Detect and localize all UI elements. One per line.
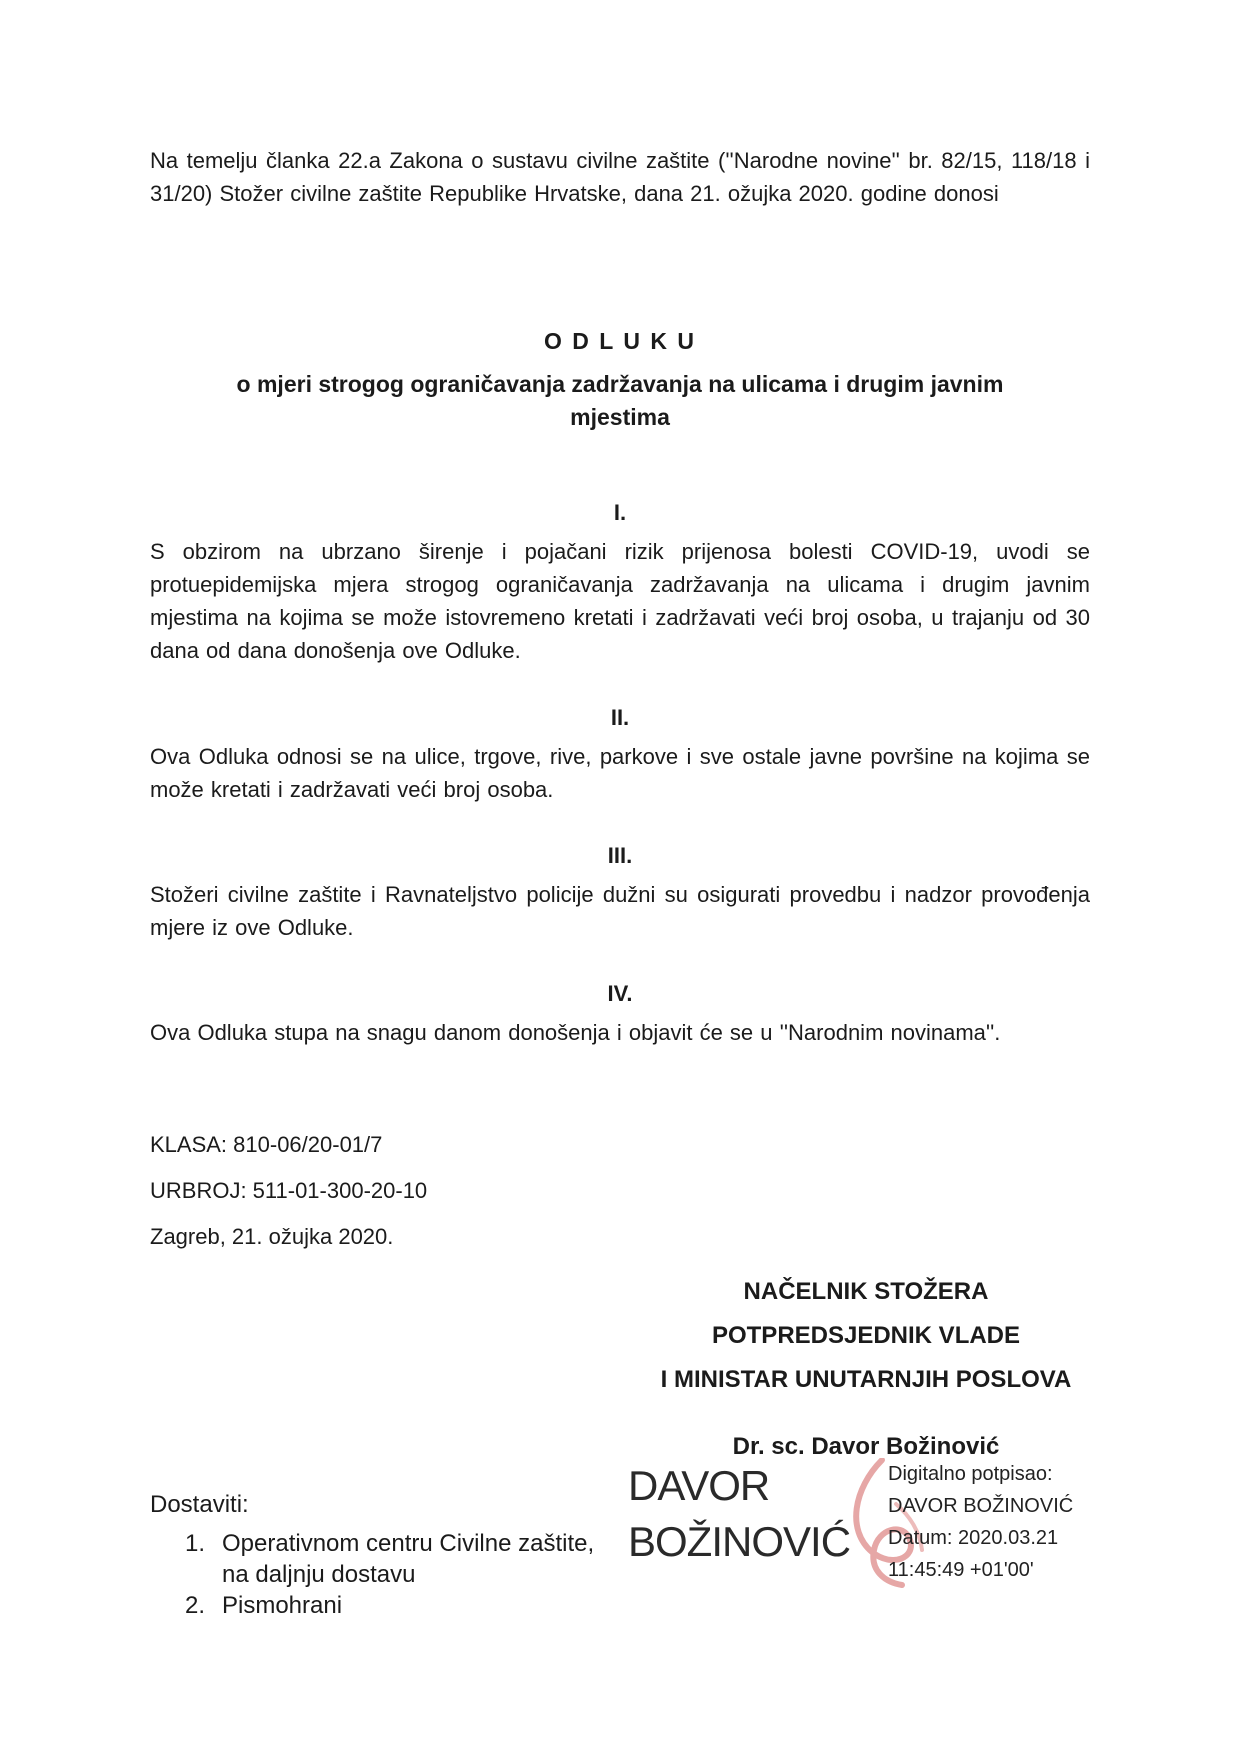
document-meta-block [150,1122,850,1260]
distribution-item [185,1590,635,1621]
urbroj-line: URBROJ: 511-01-300-20-10 [150,1178,428,1203]
place-date-line: Zagreb, 21. ožujka 2020. [150,1224,394,1249]
intro-paragraph: Na temelju članka 22.a Zakona o sustavu civilne zaštite (''Narodne novine'' br. 82/15, 118/18 i 31/20) Stožer civilne zaštite Republike Hrvatske, dana 21. ožujka 2020. godine donosi [150,148,1090,206]
section-paragraph-4: Ova Odluka stupa na snagu danom donošenja i objavit će se u ''Narodnim novinama''. [150,1020,1001,1045]
decision-title: O D L U K U [544,328,696,354]
section-numeral-3: III. [607,843,633,868]
section-numeral-4: IV. [607,981,633,1006]
signatory-name: Dr. sc. Davor Božinović [732,1433,1000,1460]
distribution-label: Dostaviti: [150,1491,249,1518]
section-paragraph-3: Stožeri civilne zaštite i Ravnateljstvo policije dužni su osigurati provedbu i nadzor provođenja mjere iz ove Odluke. [150,882,1090,940]
distribution-list [185,1528,635,1621]
signatory-title-line-1: NAČELNIK STOŽERA [743,1278,989,1305]
section-numeral-2: II. [610,705,630,730]
digital-signature-name-line-1: DAVOR [628,1462,770,1509]
digital-signature-details [888,1458,1073,1586]
klasa-line: KLASA: 810-06/20-01/7 [150,1132,383,1157]
digital-signature-details-line-3: Datum: 2020.03.21 [888,1527,1059,1549]
distribution-item-text: Pismohrani [222,1592,343,1619]
section-numeral-1: I. [613,500,627,525]
distribution-item-text: Operativnom centru Civilne zaštite, na daljnju dostavu [222,1530,595,1588]
distribution-item-number: 2. [185,1592,206,1619]
section-paragraph-2: Ova Odluka odnosi se na ulice, trgove, rive, parkove i sve ostale javne površine na kojima se može kretati i zadržavati veći broj osoba. [150,744,1090,802]
signatory-block [560,1270,1172,1463]
signatory-title-line-2: POTPREDSJEDNIK VLADE [711,1322,1021,1349]
distribution-item [185,1528,635,1590]
distribution-item-number: 1. [185,1530,206,1557]
digital-signature-details-line-2: DAVOR BOŽINOVIĆ [888,1495,1074,1517]
digital-signature-name-line-2: BOŽINOVIĆ [628,1518,851,1565]
digital-signature-name [628,1458,850,1570]
signatory-title-line-3: I MINISTAR UNUTARNJIH POSLOVA [660,1366,1072,1393]
digital-signature-details-line-1: Digitalno potpisao: [888,1463,1053,1485]
signatory-titles [560,1270,1172,1402]
decision-subtitle: o mjeri strogog ograničavanja zadržavanja na ulicama i drugim javnim mjestima [236,371,1004,430]
section-paragraph-1: S obzirom na ubrzano širenje i pojačani rizik prijenosa bolesti COVID-19, uvodi se protuepidemijska mjera strogog ograničavanja zadržavanja na ulicama i drugim javnim mjestima na kojima se može istovremeno kretati i zadržavati veći broj osoba, u trajanju od 30 dana od dana donošenja ove Odluke. [150,539,1090,663]
digital-signature-details-line-4: 11:45:49 +01'00' [888,1559,1034,1581]
